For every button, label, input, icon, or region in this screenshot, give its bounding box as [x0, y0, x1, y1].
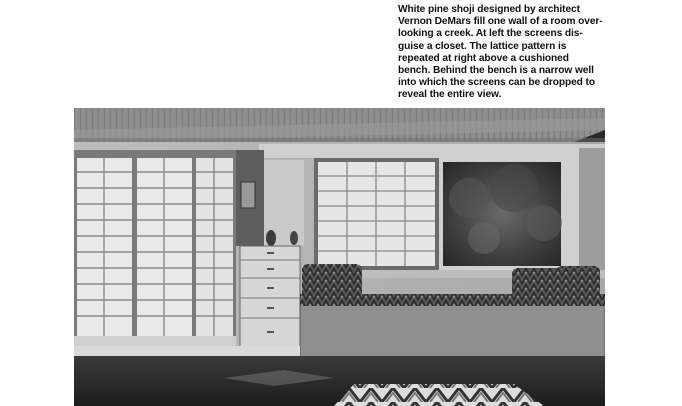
alcove-shelf: [236, 150, 304, 246]
caption-line: into which the screens can be dropped to: [398, 77, 595, 89]
caption-line: looking a creek. At left the screens dis-: [398, 28, 583, 40]
window-shoji-screens: [314, 158, 439, 270]
window-view-trees: [439, 148, 605, 278]
caption-line: guise a closet. The lattice pattern is: [398, 40, 567, 52]
chest-of-drawers: [240, 246, 300, 348]
patterned-rug: [334, 384, 544, 406]
baseboard: [74, 346, 300, 356]
caption-line: bench. Behind the bench is a narrow well: [398, 65, 594, 77]
caption-line: repeated at right above a cushioned: [398, 52, 569, 64]
bench-pillow: [556, 266, 600, 306]
closet-shoji-screens: [74, 150, 236, 346]
photo-caption: [398, 4, 648, 102]
caption-line: reveal the entire view.: [398, 89, 502, 101]
bench-pillow: [512, 268, 562, 306]
room-photograph: [74, 108, 605, 406]
caption-line: White pine shoji designed by architect: [398, 4, 580, 15]
bench-pillow: [302, 264, 362, 304]
header-beam: [259, 144, 605, 158]
caption-line: Vernon DeMars fill one wall of a room over-: [398, 16, 603, 28]
